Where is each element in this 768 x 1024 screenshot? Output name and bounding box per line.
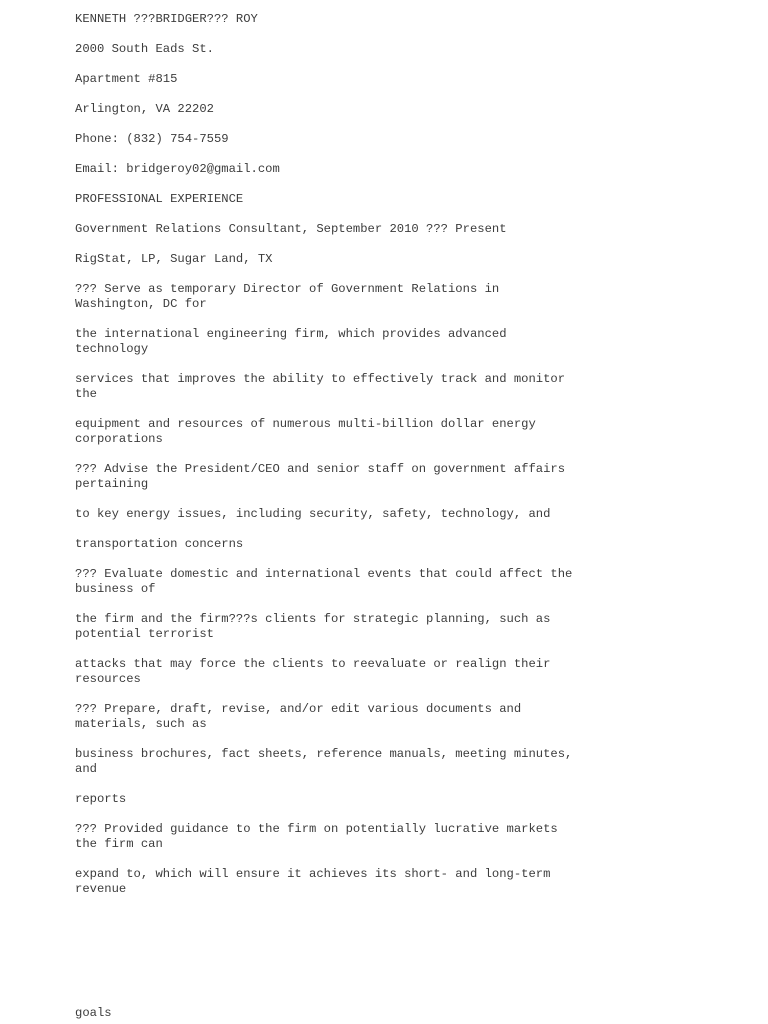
bullet-paragraph: to key energy issues, including security, safety, technology, and — [75, 507, 551, 521]
job-title-line: Government Relations Consultant, September 2010 ??? Present — [75, 222, 507, 236]
bullet-paragraph: ??? Prepare, draft, revise, and/or edit various documents and materials, such as — [75, 702, 522, 731]
bullet-paragraph: ??? Provided guidance to the firm on potentially lucrative markets the firm can — [75, 822, 558, 851]
resume-body — [75, 12, 595, 912]
bullet-paragraph: services that improves the ability to effectively track and monitor the — [75, 372, 566, 401]
bullet-paragraph: transportation concerns — [75, 537, 244, 551]
bullet-paragraph: the international engineering firm, which provides advanced technology — [75, 327, 507, 356]
employer-line: RigStat, LP, Sugar Land, TX — [75, 252, 273, 266]
trailing-line: goals — [75, 1006, 112, 1020]
bullet-paragraph: equipment and resources of numerous multi-billion dollar energy corporations — [75, 417, 536, 446]
bullet-paragraph: reports — [75, 792, 127, 806]
bullet-paragraph: ??? Serve as temporary Director of Government Relations in Washington, DC for — [75, 282, 500, 311]
address-city-state-zip: Arlington, VA 22202 — [75, 102, 214, 116]
phone-line: Phone: (832) 754-7559 — [75, 132, 229, 146]
bullet-paragraph: the firm and the firm???s clients for strategic planning, such as potential terrorist — [75, 612, 551, 641]
candidate-name: KENNETH ???BRIDGER??? ROY — [75, 12, 258, 26]
address-apartment: Apartment #815 — [75, 72, 178, 86]
bullet-paragraph: attacks that may force the clients to reevaluate or realign their resources — [75, 657, 551, 686]
bullet-paragraph: business brochures, fact sheets, reference manuals, meeting minutes, and — [75, 747, 573, 776]
bullet-paragraph: ??? Advise the President/CEO and senior staff on government affairs pertaining — [75, 462, 566, 491]
address-street: 2000 South Eads St. — [75, 42, 214, 56]
section-heading-experience: PROFESSIONAL EXPERIENCE — [75, 192, 244, 206]
bullet-paragraph: expand to, which will ensure it achieves its short- and long-term revenue — [75, 867, 551, 896]
bullet-paragraph: ??? Evaluate domestic and international events that could affect the business of — [75, 567, 573, 596]
email-line: Email: bridgeroy02@gmail.com — [75, 162, 280, 176]
